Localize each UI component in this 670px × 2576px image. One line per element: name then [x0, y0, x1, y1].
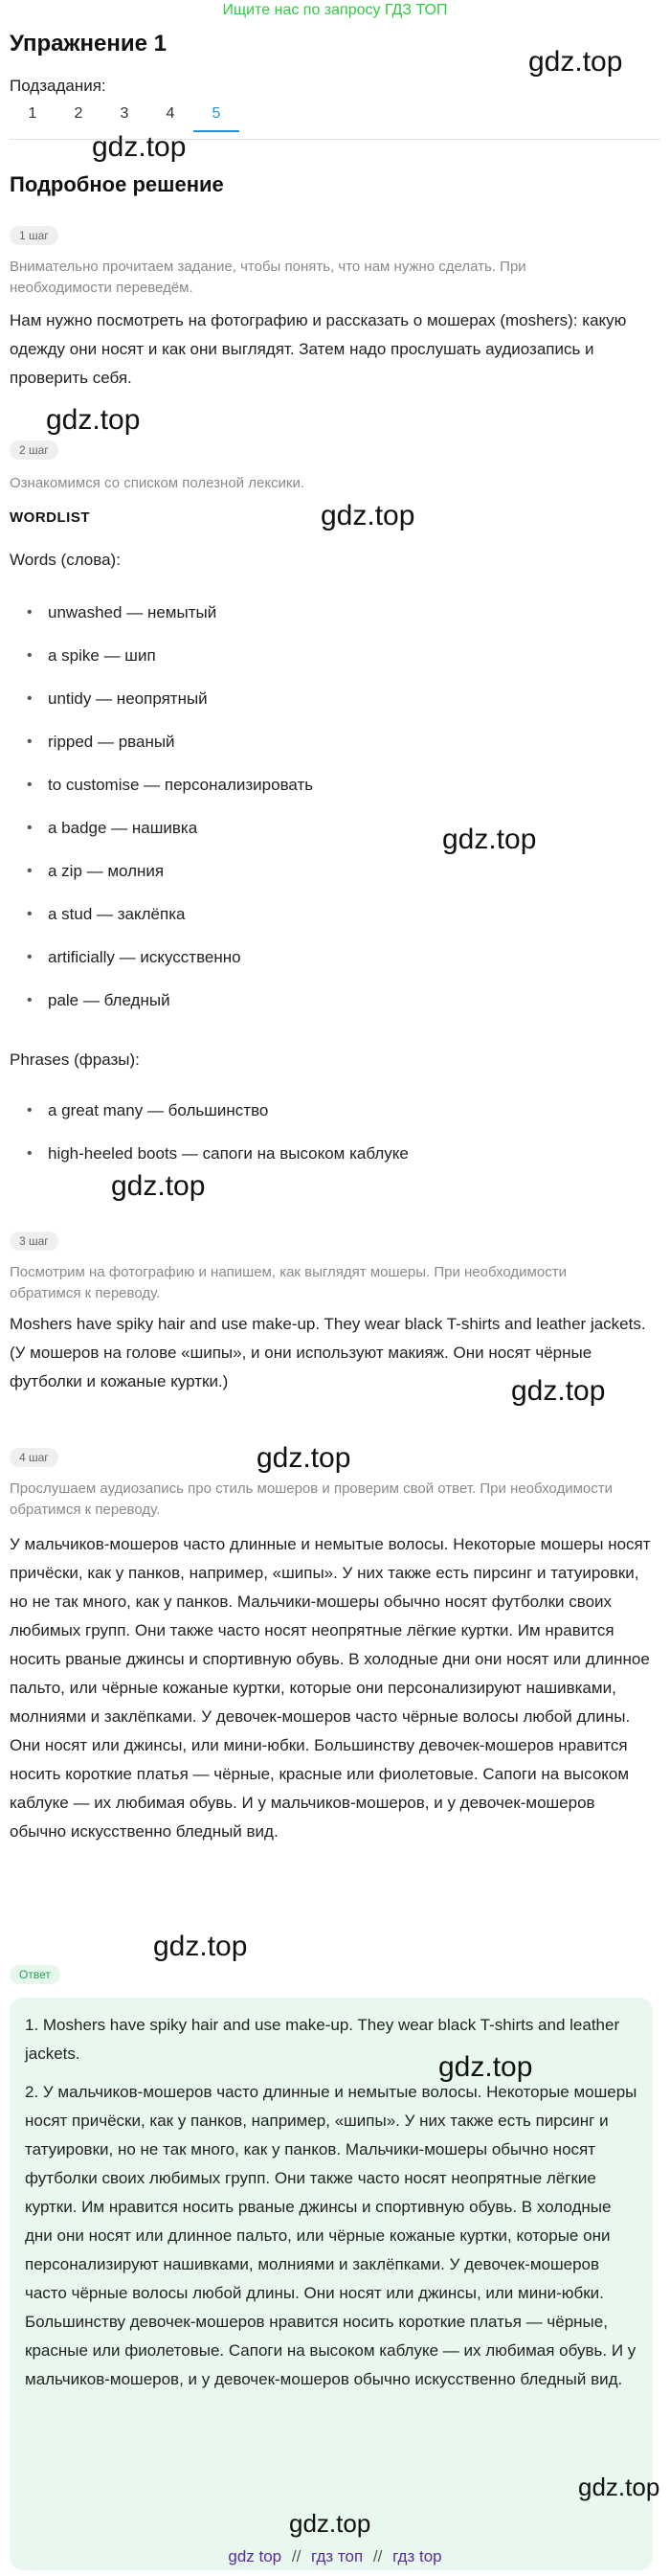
step-text: Moshers have spiky hair and use make-up. They wear black T-shirts and leather jackets. (У мошеров на голове «шипы», и они используют макияж. Они носят чёрные футболки и кожаные куртки.): [10, 1315, 646, 1390]
answer-paragraph: 1. Moshers have spiky hair and use make-up. They wear black T-shirts and leather jackets.: [25, 2016, 620, 2063]
subtask-tabs: [10, 105, 239, 132]
list-item: • a stud — заклёпка: [10, 900, 313, 943]
words-label: Words (слова):: [10, 551, 121, 569]
bottom-links: [0, 2545, 670, 2568]
watermark: gdz.top: [578, 2473, 660, 2501]
list-item: • to customise — персонализировать: [10, 771, 313, 814]
step-text: У мальчиков-мошеров часто длинные и немытые волосы. Некоторые мошеры носят причёски, как у панков, например, «шипы». У них также есть пирсинг и татуировки, но не так много, как у панков. Мальчики-мошеры обычно носят футболки своих любимых групп. Они также часто носят неопрятные лёгкие куртки. Им нравится носить рваные джинсы и спортивную обувь. В холодные дни они носят или длинное пальто, или чёрные кожаные куртки, которые они персонализируют нашивками, молниями и заклёпками. У девочек-мошеров часто чёрные волосы любой длины. Они носят или джинсы, или мини-юбки. Большинству девочек-мошеров нравится носить короткие платья — чёрные, красные или фиолетовые. Сапоги на высоком каблуке — их любимая обувь. И у мальчиков-мошеров, и у девочек-мошеров обычно искусственно бледный вид.: [10, 1535, 651, 1841]
list-item: • high-heeled boots — сапоги на высоком каблуке: [10, 1140, 409, 1183]
step-note: Внимательно прочитаем задание, чтобы понять, что нам нужно сделать. При необходимости переведём.: [10, 259, 526, 296]
step-note: Ознакомимся со списком полезной лексики.: [10, 475, 305, 491]
watermark: gdz.top: [257, 1442, 351, 1474]
watermark: gdz.top: [321, 500, 415, 531]
link-separator: //: [291, 2547, 302, 2565]
subtasks-label: Подзадания:: [10, 77, 106, 95]
watermark: gdz.top: [92, 131, 187, 163]
step-badge: 1 шаг: [10, 226, 58, 245]
tab-subtask-4[interactable]: 4: [166, 105, 175, 122]
list-item: • untidy — неопрятный: [10, 685, 313, 728]
step-note: Посмотрим на фотографию и напишем, как выглядят мошеры. При необходимости обратимся к переводу.: [10, 1264, 567, 1301]
phrases-label: Phrases (фразы):: [10, 1051, 140, 1069]
tab-subtask-5[interactable]: 5: [193, 105, 239, 132]
watermark: gdz.top: [511, 1375, 606, 1407]
step-note: Прослушаем аудиозапись про стиль мошеров и проверим свой ответ. При необходимости обратимся к переводу.: [10, 1480, 613, 1518]
words-list: [10, 599, 313, 1029]
list-item: • pale — бледный: [10, 986, 313, 1029]
exercise-title: Упражнение 1: [10, 31, 167, 56]
step-text: Нам нужно посмотреть на фотографию и рассказать о мошерах (moshers): какую одежду они носят и как они выглядят. Затем надо прослушать аудиозапись и проверить себя.: [10, 311, 627, 387]
tab-subtask-3[interactable]: 3: [120, 105, 129, 122]
step-badge: 4 шаг: [10, 1448, 58, 1467]
list-item: • artificially — искусственно: [10, 943, 313, 986]
list-item: • ripped — рваный: [10, 728, 313, 771]
watermark: gdz.top: [289, 2509, 371, 2538]
watermark: gdz.top: [111, 1170, 206, 1202]
watermark: gdz.top: [46, 404, 141, 436]
wordlist-title: WORDLIST: [10, 509, 90, 526]
watermark: gdz.top: [528, 46, 623, 78]
top-banner[interactable]: Ищите нас по запросу ГДЗ ТОП: [222, 2, 448, 18]
list-item: • a badge — нашивка: [10, 814, 313, 857]
answer-badge: Ответ: [10, 1965, 60, 1984]
bottom-link[interactable]: gdz top: [228, 2547, 282, 2565]
bottom-link[interactable]: гдз топ: [311, 2547, 364, 2565]
tab-subtask-1[interactable]: 1: [28, 105, 37, 122]
list-item: • a great many — большинство: [10, 1096, 409, 1140]
list-item: • a spike — шип: [10, 642, 313, 685]
step-badge: 3 шаг: [10, 1232, 58, 1251]
solution-heading: Подробное решение: [10, 172, 224, 196]
phrases-list: [10, 1096, 409, 1183]
tab-subtask-2[interactable]: 2: [74, 105, 83, 122]
list-item: • unwashed — немытый: [10, 599, 313, 642]
step-badge: 2 шаг: [10, 441, 58, 460]
watermark: gdz.top: [442, 824, 537, 855]
bottom-link[interactable]: гдз top: [392, 2547, 442, 2565]
watermark: gdz.top: [438, 2051, 533, 2083]
answer-box: [10, 1998, 653, 2570]
watermark: gdz.top: [153, 1931, 248, 1962]
link-separator: //: [372, 2547, 383, 2565]
answer-paragraph: 2. У мальчиков-мошеров часто длинные и немытые волосы. Некоторые мошеры носят причёски, как у панков, например, «шипы». У них также есть пирсинг и татуировки, но не так много, как у панков. Мальчики-мошеры обычно носят футболки своих любимых групп. Они также часто носят неопрятные лёгкие куртки. Им нравится носить рваные джинсы и спортивную обувь. В холодные дни они носят или длинное пальто, или чёрные кожаные куртки, которые они персонализируют нашивками, молниями и заклёпками. У девочек-мошеров часто чёрные волосы любой длины. Они носят или джинсы, или мини-юбки. Большинству девочек-мошеров нравится носить короткие платья — чёрные, красные или фиолетовые. Сапоги на высоком каблуке — их любимая обувь. И у мальчиков-мошеров, и у девочек-мошеров обычно искусственно бледный вид.: [25, 2083, 637, 2388]
list-item: • a zip — молния: [10, 857, 313, 900]
